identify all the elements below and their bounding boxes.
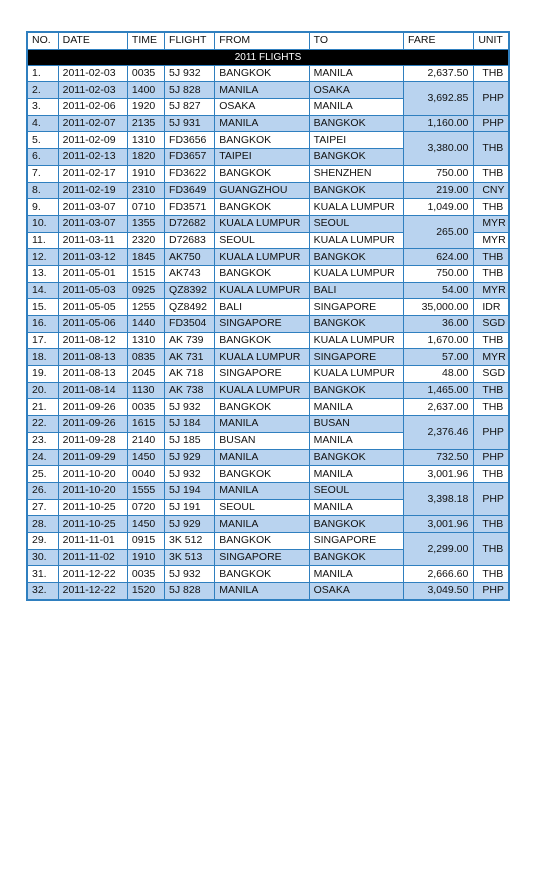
row-unit-cell: PHP bbox=[474, 482, 509, 515]
row-time-cell: 2135 bbox=[127, 115, 164, 132]
row-date-cell: 2011-03-07 bbox=[58, 215, 127, 232]
row-to-cell: KUALA LUMPUR bbox=[309, 332, 403, 349]
header-unit: UNIT bbox=[474, 32, 509, 49]
row-to-cell: MANILA bbox=[309, 399, 403, 416]
row-flight-cell: QZ8392 bbox=[165, 282, 215, 299]
row-date-cell: 2011-03-12 bbox=[58, 249, 127, 266]
row-no-cell: 18. bbox=[27, 349, 58, 366]
row-no-cell: 5. bbox=[27, 132, 58, 149]
row-to-cell: OSAKA bbox=[309, 583, 403, 600]
row-date-cell: 2011-10-25 bbox=[58, 499, 127, 516]
row-time-cell: 1515 bbox=[127, 265, 164, 282]
row-to-cell: BANGKOK bbox=[309, 549, 403, 566]
row-unit-cell: PHP bbox=[474, 416, 509, 449]
header-time: TIME bbox=[127, 32, 164, 49]
row-time-cell: 1355 bbox=[127, 215, 164, 232]
row-from-cell: SINGAPORE bbox=[215, 366, 309, 383]
row-no-cell: 20. bbox=[27, 382, 58, 399]
row-from-cell: SINGAPORE bbox=[215, 549, 309, 566]
row-flight-cell: AK 718 bbox=[165, 366, 215, 383]
table-row bbox=[27, 466, 509, 483]
row-time-cell: 1450 bbox=[127, 449, 164, 466]
row-date-cell: 2011-10-25 bbox=[58, 516, 127, 533]
row-time-cell: 0835 bbox=[127, 349, 164, 366]
row-no-cell: 29. bbox=[27, 532, 58, 549]
row-unit-cell: THB bbox=[474, 516, 509, 533]
row-time-cell: 2310 bbox=[127, 182, 164, 199]
row-time-cell: 0720 bbox=[127, 499, 164, 516]
row-from-cell: BANGKOK bbox=[215, 265, 309, 282]
row-flight-cell: 5J 184 bbox=[165, 416, 215, 433]
row-date-cell: 2011-12-22 bbox=[58, 583, 127, 600]
row-from-cell: MANILA bbox=[215, 115, 309, 132]
row-time-cell: 1450 bbox=[127, 516, 164, 533]
row-to-cell: MANILA bbox=[309, 566, 403, 583]
row-to-cell: BANGKOK bbox=[309, 249, 403, 266]
row-to-cell: BALI bbox=[309, 282, 403, 299]
row-from-cell: MANILA bbox=[215, 516, 309, 533]
row-date-cell: 2011-08-12 bbox=[58, 332, 127, 349]
row-fare-cell: 2,299.00 bbox=[404, 532, 474, 565]
row-from-cell: MANILA bbox=[215, 583, 309, 600]
row-flight-cell: 3K 513 bbox=[165, 549, 215, 566]
row-no-cell: 17. bbox=[27, 332, 58, 349]
table-row bbox=[27, 249, 509, 266]
row-flight-cell: 5J 828 bbox=[165, 82, 215, 99]
row-time-cell: 0035 bbox=[127, 566, 164, 583]
table-row bbox=[27, 199, 509, 216]
row-flight-cell: 5J 932 bbox=[165, 65, 215, 82]
row-flight-cell: D72682 bbox=[165, 215, 215, 232]
row-fare-cell: 36.00 bbox=[404, 316, 474, 333]
row-fare-cell: 54.00 bbox=[404, 282, 474, 299]
row-unit-cell: SGD bbox=[474, 366, 509, 383]
row-flight-cell: 5J 932 bbox=[165, 466, 215, 483]
table-row bbox=[27, 265, 509, 282]
row-fare-cell: 3,398.18 bbox=[404, 482, 474, 515]
section-title: 2011 FLIGHTS bbox=[27, 49, 509, 65]
row-unit-cell: MYR bbox=[474, 282, 509, 299]
row-fare-cell: 1,160.00 bbox=[404, 115, 474, 132]
row-unit-cell: THB bbox=[474, 566, 509, 583]
row-no-cell: 16. bbox=[27, 316, 58, 333]
row-no-cell: 9. bbox=[27, 199, 58, 216]
row-time-cell: 0040 bbox=[127, 466, 164, 483]
table-row bbox=[27, 349, 509, 366]
row-from-cell: BANGKOK bbox=[215, 532, 309, 549]
row-unit-cell: PHP bbox=[474, 82, 509, 115]
row-fare-cell: 3,692.85 bbox=[404, 82, 474, 115]
table-row bbox=[27, 382, 509, 399]
row-date-cell: 2011-05-05 bbox=[58, 299, 127, 316]
header-date: DATE bbox=[58, 32, 127, 49]
row-date-cell: 2011-11-01 bbox=[58, 532, 127, 549]
row-flight-cell: AK743 bbox=[165, 265, 215, 282]
row-from-cell: BANGKOK bbox=[215, 399, 309, 416]
row-to-cell: BUSAN bbox=[309, 416, 403, 433]
row-no-cell: 6. bbox=[27, 149, 58, 166]
row-date-cell: 2011-11-02 bbox=[58, 549, 127, 566]
row-fare-cell: 48.00 bbox=[404, 366, 474, 383]
row-fare-cell: 219.00 bbox=[404, 182, 474, 199]
row-unit-cell: THB bbox=[474, 532, 509, 565]
row-time-cell: 1400 bbox=[127, 82, 164, 99]
row-no-cell: 19. bbox=[27, 366, 58, 383]
row-from-cell: MANILA bbox=[215, 482, 309, 499]
row-no-cell: 31. bbox=[27, 566, 58, 583]
row-no-cell: 23. bbox=[27, 432, 58, 449]
header-flight: FLIGHT bbox=[165, 32, 215, 49]
row-date-cell: 2011-09-26 bbox=[58, 399, 127, 416]
row-to-cell: BANGKOK bbox=[309, 149, 403, 166]
row-from-cell: MANILA bbox=[215, 82, 309, 99]
row-from-cell: KUALA LUMPUR bbox=[215, 349, 309, 366]
row-to-cell: SEOUL bbox=[309, 215, 403, 232]
row-from-cell: BUSAN bbox=[215, 432, 309, 449]
row-fare-cell: 1,049.00 bbox=[404, 199, 474, 216]
row-time-cell: 2140 bbox=[127, 432, 164, 449]
row-to-cell: MANILA bbox=[309, 499, 403, 516]
row-fare-cell: 2,666.60 bbox=[404, 566, 474, 583]
row-flight-cell: FD3622 bbox=[165, 165, 215, 182]
row-no-cell: 21. bbox=[27, 399, 58, 416]
table-row bbox=[27, 132, 509, 149]
row-from-cell: BANGKOK bbox=[215, 165, 309, 182]
row-date-cell: 2011-02-13 bbox=[58, 149, 127, 166]
row-unit-cell: THB bbox=[474, 265, 509, 282]
row-from-cell: BANGKOK bbox=[215, 332, 309, 349]
row-no-cell: 4. bbox=[27, 115, 58, 132]
flight-rows bbox=[27, 65, 509, 600]
row-flight-cell: AK 731 bbox=[165, 349, 215, 366]
row-date-cell: 2011-02-17 bbox=[58, 165, 127, 182]
row-to-cell: KUALA LUMPUR bbox=[309, 232, 403, 249]
row-flight-cell: FD3571 bbox=[165, 199, 215, 216]
table-row bbox=[27, 299, 509, 316]
header-row bbox=[27, 32, 509, 49]
row-date-cell: 2011-09-28 bbox=[58, 432, 127, 449]
row-no-cell: 22. bbox=[27, 416, 58, 433]
row-to-cell: MANILA bbox=[309, 432, 403, 449]
row-no-cell: 13. bbox=[27, 265, 58, 282]
row-date-cell: 2011-05-03 bbox=[58, 282, 127, 299]
table-row bbox=[27, 583, 509, 600]
row-time-cell: 1910 bbox=[127, 165, 164, 182]
row-fare-cell: 2,637.50 bbox=[404, 65, 474, 82]
row-from-cell: MANILA bbox=[215, 449, 309, 466]
row-flight-cell: 5J 929 bbox=[165, 449, 215, 466]
row-no-cell: 14. bbox=[27, 282, 58, 299]
row-no-cell: 27. bbox=[27, 499, 58, 516]
table-row bbox=[27, 532, 509, 549]
row-unit-cell: PHP bbox=[474, 115, 509, 132]
row-to-cell: BANGKOK bbox=[309, 516, 403, 533]
row-flight-cell: D72683 bbox=[165, 232, 215, 249]
row-date-cell: 2011-12-22 bbox=[58, 566, 127, 583]
row-fare-cell: 35,000.00 bbox=[404, 299, 474, 316]
row-to-cell: SEOUL bbox=[309, 482, 403, 499]
row-date-cell: 2011-02-19 bbox=[58, 182, 127, 199]
row-from-cell: BANGKOK bbox=[215, 466, 309, 483]
row-flight-cell: 5J 828 bbox=[165, 583, 215, 600]
row-to-cell: MANILA bbox=[309, 466, 403, 483]
row-from-cell: KUALA LUMPUR bbox=[215, 215, 309, 232]
row-from-cell: BALI bbox=[215, 299, 309, 316]
row-date-cell: 2011-02-07 bbox=[58, 115, 127, 132]
row-to-cell: OSAKA bbox=[309, 82, 403, 99]
row-date-cell: 2011-10-20 bbox=[58, 466, 127, 483]
row-time-cell: 1555 bbox=[127, 482, 164, 499]
row-time-cell: 1615 bbox=[127, 416, 164, 433]
row-unit-cell: THB bbox=[474, 165, 509, 182]
row-fare-cell: 3,001.96 bbox=[404, 516, 474, 533]
row-from-cell: BANGKOK bbox=[215, 199, 309, 216]
row-unit-cell: THB bbox=[474, 65, 509, 82]
row-date-cell: 2011-10-20 bbox=[58, 482, 127, 499]
row-to-cell: BANGKOK bbox=[309, 382, 403, 399]
row-flight-cell: AK750 bbox=[165, 249, 215, 266]
row-unit-cell: MYR bbox=[474, 232, 509, 249]
row-flight-cell: FD3656 bbox=[165, 132, 215, 149]
table-row bbox=[27, 366, 509, 383]
row-flight-cell: 5J 932 bbox=[165, 399, 215, 416]
row-to-cell: BANGKOK bbox=[309, 115, 403, 132]
row-date-cell: 2011-03-11 bbox=[58, 232, 127, 249]
row-flight-cell: FD3649 bbox=[165, 182, 215, 199]
row-date-cell: 2011-05-01 bbox=[58, 265, 127, 282]
row-fare-cell: 1,670.00 bbox=[404, 332, 474, 349]
row-no-cell: 26. bbox=[27, 482, 58, 499]
row-unit-cell: MYR bbox=[474, 215, 509, 232]
row-time-cell: 1920 bbox=[127, 99, 164, 116]
row-unit-cell: THB bbox=[474, 132, 509, 165]
row-from-cell: SEOUL bbox=[215, 232, 309, 249]
row-no-cell: 7. bbox=[27, 165, 58, 182]
row-from-cell: TAIPEI bbox=[215, 149, 309, 166]
table-row bbox=[27, 282, 509, 299]
row-fare-cell: 1,465.00 bbox=[404, 382, 474, 399]
table-row bbox=[27, 115, 509, 132]
row-from-cell: BANGKOK bbox=[215, 65, 309, 82]
row-time-cell: 1130 bbox=[127, 382, 164, 399]
row-fare-cell: 750.00 bbox=[404, 165, 474, 182]
row-no-cell: 10. bbox=[27, 215, 58, 232]
row-date-cell: 2011-02-03 bbox=[58, 65, 127, 82]
row-no-cell: 30. bbox=[27, 549, 58, 566]
row-fare-cell: 2,376.46 bbox=[404, 416, 474, 449]
section-band-row bbox=[27, 49, 509, 65]
row-to-cell: SINGAPORE bbox=[309, 532, 403, 549]
row-unit-cell: PHP bbox=[474, 449, 509, 466]
row-to-cell: BANGKOK bbox=[309, 182, 403, 199]
header-to: TO bbox=[309, 32, 403, 49]
row-from-cell: KUALA LUMPUR bbox=[215, 249, 309, 266]
row-time-cell: 2320 bbox=[127, 232, 164, 249]
row-time-cell: 0035 bbox=[127, 65, 164, 82]
row-to-cell: MANILA bbox=[309, 99, 403, 116]
row-unit-cell: THB bbox=[474, 382, 509, 399]
row-flight-cell: 5J 827 bbox=[165, 99, 215, 116]
row-time-cell: 0915 bbox=[127, 532, 164, 549]
row-from-cell: KUALA LUMPUR bbox=[215, 382, 309, 399]
row-no-cell: 1. bbox=[27, 65, 58, 82]
table-row bbox=[27, 566, 509, 583]
row-from-cell: SINGAPORE bbox=[215, 316, 309, 333]
table-row bbox=[27, 516, 509, 533]
row-date-cell: 2011-08-14 bbox=[58, 382, 127, 399]
row-no-cell: 3. bbox=[27, 99, 58, 116]
row-unit-cell: SGD bbox=[474, 316, 509, 333]
row-from-cell: SEOUL bbox=[215, 499, 309, 516]
row-time-cell: 2045 bbox=[127, 366, 164, 383]
row-from-cell: KUALA LUMPUR bbox=[215, 282, 309, 299]
row-no-cell: 25. bbox=[27, 466, 58, 483]
row-fare-cell: 732.50 bbox=[404, 449, 474, 466]
row-fare-cell: 265.00 bbox=[404, 215, 474, 248]
header-fare: FARE bbox=[404, 32, 474, 49]
row-time-cell: 1820 bbox=[127, 149, 164, 166]
row-flight-cell: 3K 512 bbox=[165, 532, 215, 549]
row-flight-cell: QZ8492 bbox=[165, 299, 215, 316]
row-time-cell: 1440 bbox=[127, 316, 164, 333]
table-row bbox=[27, 399, 509, 416]
row-date-cell: 2011-02-09 bbox=[58, 132, 127, 149]
row-from-cell: GUANGZHOU bbox=[215, 182, 309, 199]
row-from-cell: BANGKOK bbox=[215, 132, 309, 149]
row-date-cell: 2011-02-06 bbox=[58, 99, 127, 116]
row-to-cell: KUALA LUMPUR bbox=[309, 366, 403, 383]
row-unit-cell: THB bbox=[474, 332, 509, 349]
row-to-cell: MANILA bbox=[309, 65, 403, 82]
row-unit-cell: THB bbox=[474, 199, 509, 216]
row-time-cell: 1310 bbox=[127, 132, 164, 149]
row-no-cell: 12. bbox=[27, 249, 58, 266]
row-to-cell: SINGAPORE bbox=[309, 349, 403, 366]
row-date-cell: 2011-02-03 bbox=[58, 82, 127, 99]
row-flight-cell: FD3504 bbox=[165, 316, 215, 333]
table-row bbox=[27, 449, 509, 466]
row-to-cell: KUALA LUMPUR bbox=[309, 265, 403, 282]
row-unit-cell: CNY bbox=[474, 182, 509, 199]
header-from: FROM bbox=[215, 32, 309, 49]
row-fare-cell: 3,049.50 bbox=[404, 583, 474, 600]
row-time-cell: 1520 bbox=[127, 583, 164, 600]
row-fare-cell: 750.00 bbox=[404, 265, 474, 282]
row-flight-cell: 5J 194 bbox=[165, 482, 215, 499]
table-row bbox=[27, 482, 509, 499]
row-date-cell: 2011-08-13 bbox=[58, 349, 127, 366]
row-unit-cell: IDR bbox=[474, 299, 509, 316]
row-date-cell: 2011-08-13 bbox=[58, 366, 127, 383]
row-fare-cell: 3,001.96 bbox=[404, 466, 474, 483]
row-from-cell: OSAKA bbox=[215, 99, 309, 116]
row-unit-cell: MYR bbox=[474, 349, 509, 366]
row-flight-cell: 5J 931 bbox=[165, 115, 215, 132]
table-row bbox=[27, 215, 509, 232]
row-fare-cell: 624.00 bbox=[404, 249, 474, 266]
row-unit-cell: THB bbox=[474, 399, 509, 416]
row-to-cell: BANGKOK bbox=[309, 449, 403, 466]
row-time-cell: 0710 bbox=[127, 199, 164, 216]
row-no-cell: 2. bbox=[27, 82, 58, 99]
row-unit-cell: PHP bbox=[474, 583, 509, 600]
row-to-cell: SINGAPORE bbox=[309, 299, 403, 316]
row-flight-cell: 5J 932 bbox=[165, 566, 215, 583]
row-flight-cell: AK 739 bbox=[165, 332, 215, 349]
row-flight-cell: 5J 929 bbox=[165, 516, 215, 533]
row-flight-cell: 5J 191 bbox=[165, 499, 215, 516]
row-date-cell: 2011-09-26 bbox=[58, 416, 127, 433]
row-unit-cell: THB bbox=[474, 466, 509, 483]
row-time-cell: 1255 bbox=[127, 299, 164, 316]
row-no-cell: 32. bbox=[27, 583, 58, 600]
row-no-cell: 15. bbox=[27, 299, 58, 316]
header-no: NO. bbox=[27, 32, 58, 49]
table-row bbox=[27, 65, 509, 82]
row-flight-cell: AK 738 bbox=[165, 382, 215, 399]
table-row bbox=[27, 316, 509, 333]
row-no-cell: 11. bbox=[27, 232, 58, 249]
table-row bbox=[27, 332, 509, 349]
row-fare-cell: 57.00 bbox=[404, 349, 474, 366]
flights-table bbox=[26, 31, 510, 601]
row-time-cell: 1310 bbox=[127, 332, 164, 349]
table-row bbox=[27, 416, 509, 433]
row-date-cell: 2011-05-06 bbox=[58, 316, 127, 333]
row-flight-cell: 5J 185 bbox=[165, 432, 215, 449]
row-to-cell: BANGKOK bbox=[309, 316, 403, 333]
row-time-cell: 1845 bbox=[127, 249, 164, 266]
table-row bbox=[27, 182, 509, 199]
row-no-cell: 28. bbox=[27, 516, 58, 533]
row-date-cell: 2011-03-07 bbox=[58, 199, 127, 216]
row-to-cell: TAIPEI bbox=[309, 132, 403, 149]
table-row bbox=[27, 82, 509, 99]
row-no-cell: 24. bbox=[27, 449, 58, 466]
row-from-cell: MANILA bbox=[215, 416, 309, 433]
row-time-cell: 0035 bbox=[127, 399, 164, 416]
row-to-cell: KUALA LUMPUR bbox=[309, 199, 403, 216]
row-from-cell: BANGKOK bbox=[215, 566, 309, 583]
row-fare-cell: 2,637.00 bbox=[404, 399, 474, 416]
row-time-cell: 0925 bbox=[127, 282, 164, 299]
row-flight-cell: FD3657 bbox=[165, 149, 215, 166]
row-date-cell: 2011-09-29 bbox=[58, 449, 127, 466]
row-unit-cell: THB bbox=[474, 249, 509, 266]
row-no-cell: 8. bbox=[27, 182, 58, 199]
row-time-cell: 1910 bbox=[127, 549, 164, 566]
row-to-cell: SHENZHEN bbox=[309, 165, 403, 182]
row-fare-cell: 3,380.00 bbox=[404, 132, 474, 165]
table-row bbox=[27, 165, 509, 182]
